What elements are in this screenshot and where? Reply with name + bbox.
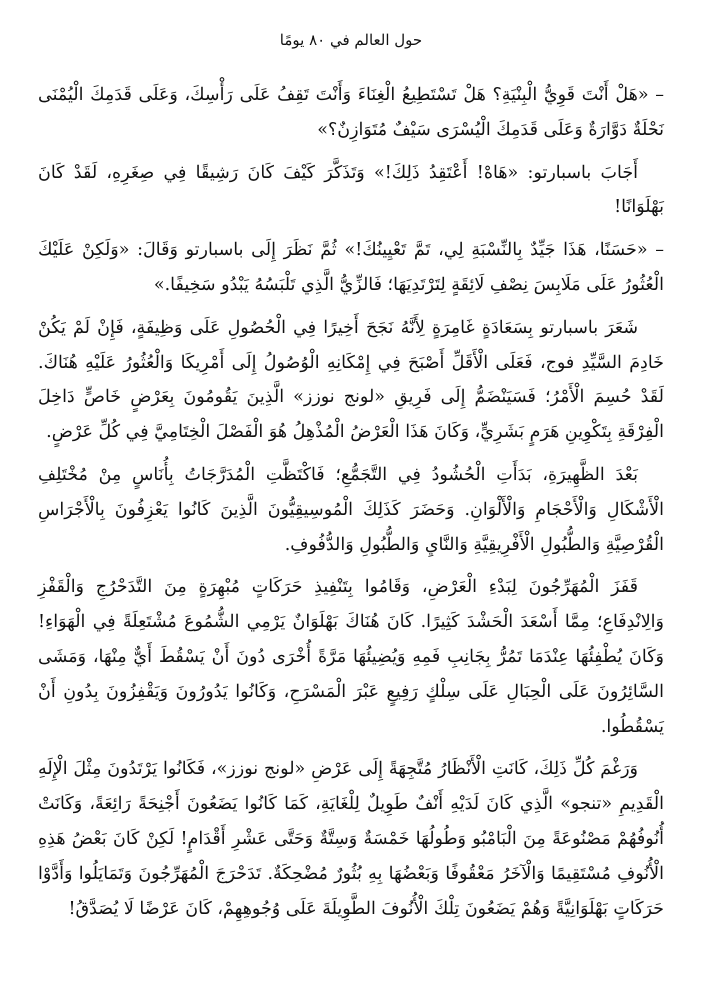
paragraph-dialogue-hired: – «حَسَنًا، هَذَا جَيِّدٌ بِالنِّسْبَةِ لِي، تَمَّ تَعْيِينُكَ!» ثُمَّ نَظَرَ إِلَى باسبارتو وَقَالَ: «وَلَكِنْ عَلَيْكَ الْعُثُورُ عَلَى مَلَابِسَ نِصْفِ لَائِقَةٍ لِتَرْتَدِيَهَا؛ فَالزِّيُّ الَّذِي تَلْبَسُهُ يَبْدُو سَخِيفًا.» <box>38 240 664 295</box>
paragraph-dialogue-question: – «هَلْ أَنْتَ قَوِيُّ الْبِنْيَةِ؟ هَلْ تَسْتَطِيعُ الْغِنَاءَ وَأَنْتَ تَقِفُ عَلَى رَأْسِكَ، وَعَلَى قَدَمِكَ الْيُمْنَى نَحْلَةٌ دَوَّارَةٌ وَعَلَى قَدَمِكَ الْيُسْرَى سَيْفٌ مُتَوَازِنٌ؟» <box>38 85 664 140</box>
paragraph-clowns: قَفَزَ الْمُهَرِّجُونَ لِبَدْءِ الْعَرْضِ، وَقَامُوا بِتَنْفِيذِ حَرَكَاتٍ مُبْهِرَةٍ مِنَ التَّدَحْرُجِ وَالْقَفْزِ وَالِانْدِفَاعِ؛ مِمَّا أَسْعَدَ الْحَشْدَ كَثِيرًا. كَانَ هُنَاكَ بَهْلَوَانٌ يَرْمِي الشُّمُوعَ مُشْتَعِلَةً فِي الْهَوَاءِ! وَكَانَ يُطْفِئُهَا عِنْدَمَا تَمُرُّ بِجَانِبِ فَمِهِ وَيُضِيئُهَا مَرَّةً أُخْرَى دُونَ أَنْ يَسْقُطَ أَيٌّ مِنْهَا، وَمَشَى السَّائِرُونَ عَلَى الْحِبَالِ عَلَى سِلْكٍ رَفِيعٍ عَبْرَ الْمَسْرَحِ، وَكَانُوا يَدُورُونَ وَيَقْفِزُونَ بِدُونِ أَنْ يَسْقُطُوا. <box>38 577 664 737</box>
body-text <box>38 78 664 926</box>
running-header: حول العالم في ٨٠ يومًا <box>279 31 423 49</box>
paragraph-long-noses: وَرَغْمَ كُلِّ ذَلِكَ، كَانَتِ الْأَنْظَارُ مُتَّجِهَةً إِلَى عَرْضِ «لونج نوزز»، فَكَانُوا يَرْتَدُونَ مِثْلَ الْإِلَهِ الْقَدِيمِ «تنجو» الَّذِي كَانَ لَدَيْهِ أَنْفٌ طَوِيلٌ لِلْغَايَةِ، كَمَا كَانُوا يَضَعُونَ أَجْنِحَةً رَائِعَةً، وَكَانَتْ أُنُوفُهُمْ مَصْنُوعَةً مِنَ الْبَامْبُو وَطُولُهَا خَمْسَةٌ وَسِتَّةٌ وَحَتَّى عَشْرِ أَقْدَامٍ! لَكِنْ كَانَ بَعْضُ هَذِهِ الْأُنُوفِ مُسْتَقِيمًا وَالْآخَرُ مَعْقُوفًا وَبَعْضُهَا بِهِ بُثُورٌ مُضْحِكَةٌ. تَدَحْرَجَ الْمُهَرِّجُونَ وَتَمَايَلُوا وَأَدَّوْا حَرَكَاتٍ بَهْلَوَانِيَّةً وَهُمْ يَضَعُونَ تِلْكَ الْأُنُوفَ الطَّوِيلَةَ عَلَى وُجُوهِهِمْ، كَانَ عَرْضًا لَا يُصَدَّقُ! <box>38 759 664 919</box>
paragraph-crowd: بَعْدَ الظَّهِيرَةِ، بَدَأَتِ الْحُشُودُ فِي التَّجَمُّعِ؛ فَاكْتَظَّتِ الْمُدَرَّجَاتُ بِأُنَاسٍ مِنْ مُخْتَلِفِ الْأَشْكَالِ وَالْأَحْجَامِ وَالْأَلْوَانِ. وَحَضَرَ كَذَلِكَ الْمُوسِيقِيُّونَ الَّذِينَ كَانُوا يَعْزِفُونَ بِالْأَجْرَاسِ الْقُرْصِيَّةِ وَالطُّبُولِ الْأَفْرِيقِيَّةِ وَالنَّايِ وَالطُّبُولِ وَالدُّفُوفِ. <box>38 464 664 555</box>
paragraph-passpartout-answer: أَجَابَ باسبارتو: «هَاهْ! أَعْتَقِدُ ذَلِكَ!» وَتَذَكَّرَ كَيْفَ كَانَ رَشِيقًا فِي صِغَرِهِ، لَقَدْ كَانَ بَهْلَوَانًا! <box>38 162 664 218</box>
paragraph-happiness: شَعَرَ باسبارتو بِسَعَادَةٍ غَامِرَةٍ لِأَنَّهُ نَجَحَ أَخِيرًا فِي الْحُصُولِ عَلَى وَظِيفَةٍ، فَإِنْ لَمْ يَكُنْ خَادِمَ السَّيِّدِ فوج، فَعَلَى الْأَقَلِّ أَصْبَحَ فِي إِمْكَانِهِ الْوُصُولُ إِلَى أَمْرِيكَا وَالْعُثُورُ عَلَيْهِ هُنَاكَ. لَقَدْ حُسِمَ الْأَمْرُ؛ فَسَيَنْضَمُّ إِلَى فَرِيقِ «لونج نوزز» الَّذِينَ يَقُومُونَ بِعَرْضٍ خَاصٍّ دَاخِلَ الْفِرْقَةِ بِتَكْوِينِ هَرَمٍ بَشَرِيٍّ، وَكَانَ هَذَا الْعَرْضُ الْمُذْهِلُ هُوَ الْفَصْلَ الْخِتَامِيَّ فِي كُلِّ عَرْضٍ. <box>38 317 664 443</box>
